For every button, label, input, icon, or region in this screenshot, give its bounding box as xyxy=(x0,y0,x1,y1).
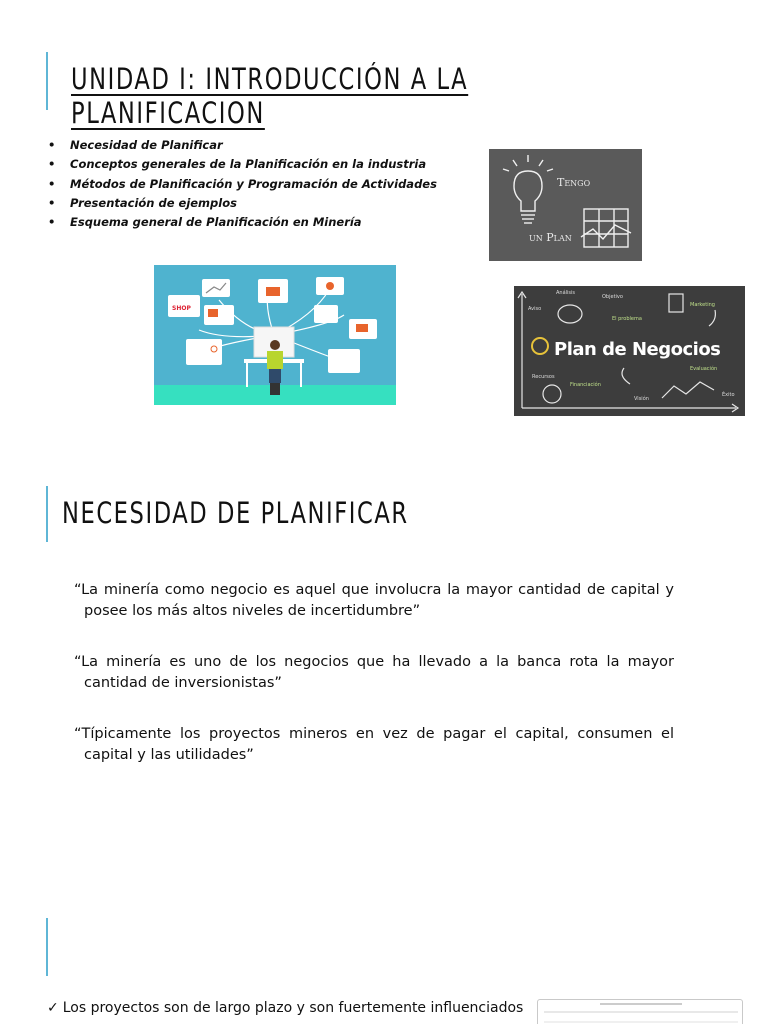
check-item-text: Los proyectos son de largo plazo y son fuertemente influenciados xyxy=(62,1000,524,1016)
chalk-word: Evaluación xyxy=(690,366,718,372)
tengo-text: Tengo xyxy=(557,176,591,189)
plan-de-negocios-image xyxy=(514,286,745,416)
chalk-word: Éxito xyxy=(722,392,735,398)
unit-title: UNIDAD I: INTRODUCCIÓN A LA PLANIFICACION xyxy=(71,62,469,130)
chalk-word: El problema xyxy=(612,316,642,322)
chalk-word: Visión xyxy=(634,396,649,402)
chalk-word: Marketing xyxy=(690,302,715,308)
title-accent-bar xyxy=(46,918,48,976)
list-item: • Necesidad de Planificar xyxy=(48,136,437,155)
check-list-item xyxy=(47,1000,523,1016)
shop-sign: SHOP xyxy=(172,305,191,312)
title-accent-bar xyxy=(46,486,48,542)
un-plan-text: un Plan xyxy=(529,231,572,244)
lightbulb-icon xyxy=(489,149,642,261)
topic-list xyxy=(48,136,437,232)
list-item: • Esquema general de Planificación en Minería xyxy=(48,213,437,232)
list-item: • Conceptos generales de la Planificación en la industria xyxy=(48,155,437,174)
table-thumbnail-icon xyxy=(538,1000,743,1024)
chalk-word: Aviso xyxy=(528,306,542,312)
plan-de-negocios-title: Plan de Negocios xyxy=(554,339,721,360)
section-title: NECESIDAD DE PLANIFICAR xyxy=(62,496,409,530)
list-item: • Métodos de Planificación y Programación de Actividades xyxy=(48,175,437,194)
quote-text: “Típicamente los proyectos mineros en vez de pagar el capital, consumen el capital y las utilidades” xyxy=(74,726,674,763)
tengo-un-plan-image xyxy=(489,149,642,261)
chalk-word: Análisis xyxy=(556,290,576,296)
table-image xyxy=(537,999,743,1024)
chalk-word: Recursos xyxy=(532,374,555,380)
chalk-word: Objetivo xyxy=(602,294,623,300)
quote-text: “La minería es uno de los negocios que ha llevado a la banca rota la mayor cantidad de inversionistas” xyxy=(74,654,674,691)
title-accent-bar xyxy=(46,52,48,110)
network-illustration xyxy=(154,265,396,405)
list-item: • Presentación de ejemplos xyxy=(48,194,437,213)
quote-text: “La minería como negocio es aquel que involucra la mayor cantidad de capital y posee los más altos niveles de incertidumbre” xyxy=(74,582,674,619)
computer-network-icon xyxy=(154,265,396,405)
check-icon: ✓ xyxy=(47,1000,59,1016)
chalk-word: Financiación xyxy=(570,382,601,388)
